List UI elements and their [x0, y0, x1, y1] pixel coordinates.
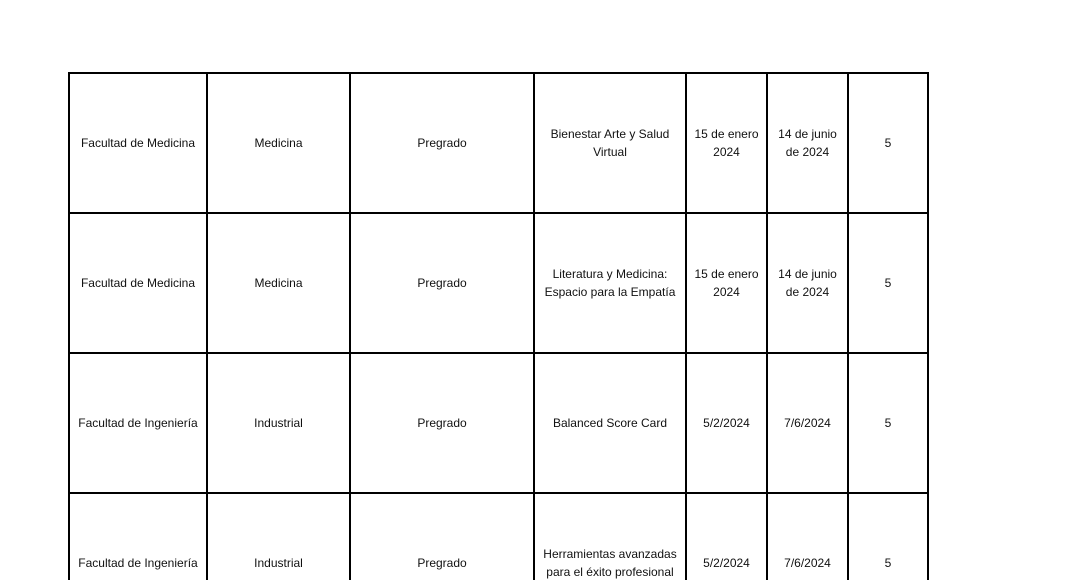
faculty-cell: Facultad de Medicina [69, 213, 207, 353]
seats-cell: 5 [848, 213, 928, 353]
end-date-cell: 14 de junio de 2024 [767, 73, 848, 213]
seats-cell: 5 [848, 493, 928, 580]
faculty-cell: Facultad de Medicina [69, 73, 207, 213]
level-cell: Pregrado [350, 213, 534, 353]
end-date-cell: 7/6/2024 [767, 353, 848, 493]
level-cell: Pregrado [350, 353, 534, 493]
table-row [69, 213, 928, 353]
course-cell: Balanced Score Card [534, 353, 686, 493]
courses-table [68, 72, 929, 580]
faculty-cell: Facultad de Ingeniería [69, 493, 207, 580]
end-date-cell: 14 de junio de 2024 [767, 213, 848, 353]
table-row [69, 353, 928, 493]
program-cell: Industrial [207, 353, 350, 493]
faculty-cell: Facultad de Ingeniería [69, 353, 207, 493]
program-cell: Medicina [207, 213, 350, 353]
start-date-cell: 15 de enero 2024 [686, 213, 767, 353]
end-date-cell: 7/6/2024 [767, 493, 848, 580]
course-cell: Bienestar Arte y Salud Virtual [534, 73, 686, 213]
start-date-cell: 15 de enero 2024 [686, 73, 767, 213]
seats-cell: 5 [848, 353, 928, 493]
start-date-cell: 5/2/2024 [686, 353, 767, 493]
course-cell: Herramientas avanzadas para el éxito profesional [534, 493, 686, 580]
program-cell: Medicina [207, 73, 350, 213]
program-cell: Industrial [207, 493, 350, 580]
level-cell: Pregrado [350, 73, 534, 213]
table-row [69, 73, 928, 213]
course-cell: Literatura y Medicina: Espacio para la Empatía [534, 213, 686, 353]
seats-cell: 5 [848, 73, 928, 213]
level-cell: Pregrado [350, 493, 534, 580]
table-row [69, 493, 928, 580]
start-date-cell: 5/2/2024 [686, 493, 767, 580]
